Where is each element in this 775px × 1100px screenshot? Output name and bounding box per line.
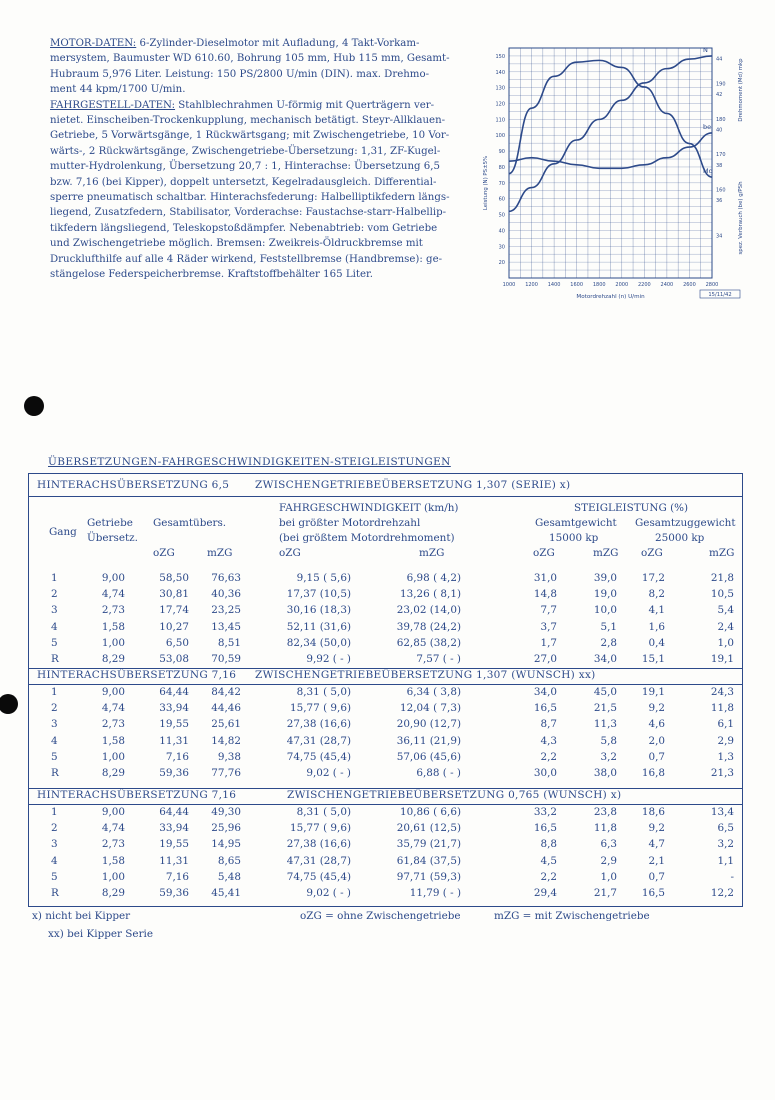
cell-grade-gz-mzg: 19,1 (710, 653, 734, 665)
cell-grade-gz-ozg: 1,6 (648, 620, 665, 633)
cell-grade-gz-mzg: 11,8 (710, 702, 734, 715)
cell-gesamt-ozg: 11,31 (159, 854, 189, 867)
y-tick-label: 150 (495, 53, 505, 60)
cell-speed-mzg: 6,98 ( 4,2) (406, 572, 461, 584)
cell-getriebe-ratio: 9,00 (101, 572, 125, 584)
cell-grade-gz-ozg: 19,1 (641, 686, 665, 698)
cell-speed-ozg: 8,31 ( 5,0) (296, 686, 351, 698)
cell-getriebe-ratio: 1,58 (101, 734, 125, 747)
cell-gesamt-mzg: 84,42 (211, 686, 241, 698)
torque-axis-label: Drehmoment (Md) mkp (738, 58, 744, 122)
cell-gesamt-ozg: 33,94 (159, 702, 189, 715)
cell-grade-gz-ozg: 0,7 (648, 750, 665, 763)
section-label-axle: HINTERACHSÜBERSETZUNG 6,5 (37, 479, 230, 491)
spec-text (50, 36, 470, 283)
cell-speed-ozg: 9,02 ( - ) (306, 767, 351, 779)
cell-speed-ozg: 52,11 (31,6) (286, 620, 351, 633)
y-tick-label: 70 (498, 180, 505, 187)
consumption-tick-label: 160 (716, 187, 726, 194)
cell-speed-ozg: 30,16 (18,3) (286, 604, 351, 617)
cell-speed-ozg: 27,38 (16,6) (286, 838, 351, 851)
cell-grade-gz-mzg: 6,1 (717, 718, 734, 731)
y-tick-label: 140 (495, 69, 505, 76)
cell-getriebe-ratio: 4,74 (101, 588, 125, 601)
cell-grade-gg-mzg: 1,0 (600, 870, 617, 883)
y-axis-label: Leistung (N) PS±5% (483, 155, 489, 211)
cell-grade-gz-ozg: 9,2 (648, 822, 665, 835)
figure-code: 15/11/42 (708, 292, 732, 298)
footnote-x: x) nicht bei Kipper (32, 910, 131, 922)
cell-gesamt-ozg: 30,81 (159, 588, 189, 601)
cell-getriebe-ratio: 9,00 (101, 806, 125, 818)
cell-speed-mzg: 10,86 ( 6,6) (400, 806, 461, 818)
spec-line: nietet. Einscheiben-Trockenkupplung, mechanisch betätigt. Steyr-Allklauen- (50, 115, 446, 127)
cell-grade-gg-mzg: 34,0 (593, 653, 617, 665)
cell-gesamt-ozg: 59,36 (159, 887, 189, 899)
cell-gear: 2 (51, 588, 58, 601)
cell-grade-gz-ozg: 2,1 (648, 854, 665, 867)
cell-grade-gg-mzg: 11,3 (593, 718, 617, 731)
cell-gesamt-ozg: 11,31 (159, 734, 189, 747)
header-mzg: mZG (709, 547, 735, 559)
cell-gesamt-mzg: 13,45 (211, 620, 241, 633)
spec-line: wärts-, 2 Rückwärtsgänge, Zwischengetriebe-Übersetzung: 1,31, ZF-Kugel- (50, 145, 441, 157)
consumption-tick-label: 190 (716, 81, 726, 88)
cell-grade-gz-mzg: 1,3 (717, 750, 734, 763)
cell-grade-gz-mzg: 6,5 (717, 822, 734, 835)
cell-speed-mzg: 20,90 (12,7) (396, 718, 461, 731)
consumption-tick-label: 180 (716, 116, 726, 123)
series-label-be: be (703, 122, 712, 131)
cell-getriebe-ratio: 1,00 (101, 750, 125, 763)
cell-speed-mzg: 57,06 (45,6) (396, 750, 461, 763)
cell-gesamt-ozg: 19,55 (159, 718, 189, 731)
cell-gesamt-ozg: 59,36 (159, 767, 189, 779)
torque-tick-label: 44 (716, 56, 723, 63)
cell-grade-gz-mzg: 2,9 (717, 734, 734, 747)
cell-getriebe-ratio: 1,58 (101, 854, 125, 867)
cell-speed-mzg: 97,71 (59,3) (396, 870, 461, 883)
torque-tick-label: 42 (716, 92, 723, 98)
cell-grade-gg-mzg: 21,5 (593, 702, 617, 715)
cell-grade-gg-mzg: 3,2 (600, 750, 617, 763)
cell-gesamt-ozg: 17,74 (159, 604, 189, 617)
cell-grade-gz-ozg: 18,6 (641, 806, 665, 818)
cell-grade-gg-mzg: 38,0 (593, 767, 617, 779)
cell-grade-gg-ozg: 27,0 (533, 653, 557, 665)
cell-grade-gg-ozg: 3,7 (540, 620, 557, 633)
cell-grade-gg-ozg: 7,7 (540, 604, 557, 617)
cell-grade-gg-ozg: 16,5 (533, 822, 557, 835)
y-tick-label: 80 (498, 164, 505, 171)
x-tick-label: 1400 (547, 282, 561, 288)
cell-grade-gz-ozg: 16,5 (641, 887, 665, 899)
spec-line: sperre pneumatisch schaltbar. Hinterachsfederung: Halbelliptikfedern längs- (50, 192, 450, 204)
cell-gesamt-mzg: 8,51 (217, 636, 241, 649)
cell-gear: 1 (51, 806, 58, 818)
cell-speed-mzg: 20,61 (12,5) (396, 822, 461, 835)
cell-grade-gg-ozg: 30,0 (533, 767, 557, 779)
cell-speed-mzg: 6,88 ( - ) (416, 767, 461, 779)
cell-grade-gz-ozg: 4,6 (648, 718, 665, 731)
footnote-mzg: mZG = mit Zwischengetriebe (494, 910, 650, 922)
header-ozg: oZG (641, 547, 663, 559)
cell-gesamt-ozg: 19,55 (159, 838, 189, 851)
header-speed: (bei größtem Motordrehmoment) (279, 532, 455, 544)
cell-gear: 5 (51, 750, 58, 763)
spec-line: Stahlblechrahmen U-förmig mit Querträgern ver- (175, 99, 435, 111)
cell-getriebe-ratio: 2,73 (101, 838, 125, 851)
chassis-heading: FAHRGESTELL-DATEN: (50, 99, 176, 111)
chart-svg (478, 38, 748, 300)
cell-speed-mzg: 62,85 (38,2) (396, 636, 461, 649)
cell-gesamt-ozg: 64,44 (159, 686, 189, 698)
cell-speed-ozg: 9,02 ( - ) (306, 887, 351, 899)
cell-speed-ozg: 8,31 ( 5,0) (296, 806, 351, 818)
cell-getriebe-ratio: 8,29 (101, 653, 125, 665)
y-tick-label: 60 (498, 196, 505, 203)
spec-line: Getriebe, 5 Vorwärtsgänge, 1 Rückwärtsgang; mit Zwischengetriebe, 10 Vor- (50, 130, 450, 142)
cell-grade-gz-mzg: 24,3 (710, 686, 734, 698)
cell-grade-gz-mzg: 1,0 (717, 636, 734, 649)
cell-gear: R (51, 653, 59, 665)
header-steig: STEIGLEISTUNG (%) (574, 502, 689, 514)
cell-grade-gz-mzg: 21,8 (710, 572, 734, 584)
x-tick-label: 1200 (525, 282, 538, 288)
cell-speed-mzg: 35,79 (21,7) (396, 838, 461, 851)
cell-gear: 5 (51, 636, 58, 649)
cell-gesamt-mzg: 76,63 (211, 572, 241, 584)
spec-line: ment 44 kpm/1700 U/min. (50, 84, 186, 96)
cell-grade-gz-mzg: 2,4 (717, 620, 734, 633)
cell-gesamt-ozg: 7,16 (165, 750, 189, 763)
cell-grade-gg-ozg: 29,4 (533, 887, 557, 899)
y-tick-label: 90 (498, 149, 505, 156)
cell-grade-gz-mzg: 12,2 (710, 887, 734, 899)
header-gesamtzuggewicht: Gesamtzuggewicht (635, 517, 736, 529)
gear-table (28, 473, 743, 907)
spec-line: stängelose Federspeicherbremse. Kraftstoffbehälter 165 Liter. (50, 269, 373, 281)
cell-gesamt-ozg: 10,27 (159, 620, 189, 633)
y-tick-label: 40 (498, 228, 505, 235)
header-mzg: mZG (593, 547, 619, 559)
cell-speed-ozg: 15,77 ( 9,6) (290, 822, 351, 835)
cell-gesamt-mzg: 44,46 (211, 702, 241, 715)
cell-gesamt-mzg: 25,96 (211, 822, 241, 835)
footnote-xx: xx) bei Kipper Serie (48, 928, 154, 940)
cell-getriebe-ratio: 2,73 (101, 604, 125, 617)
cell-grade-gz-ozg: 9,2 (648, 702, 665, 715)
cell-gear: 3 (51, 838, 58, 851)
y-tick-label: 100 (495, 133, 505, 140)
x-tick-label: 2400 (660, 282, 674, 288)
cell-grade-gz-ozg: 0,7 (648, 870, 665, 883)
cell-grade-gz-ozg: 4,7 (648, 838, 665, 851)
cell-speed-mzg: 23,02 (14,0) (396, 604, 461, 617)
spec-line: 6-Zylinder-Dieselmotor mit Aufladung, 4 Takt-Vorkam- (136, 38, 420, 49)
cell-gesamt-mzg: 14,82 (211, 734, 241, 747)
consumption-tick-label: 170 (716, 152, 726, 159)
cell-gear: 1 (51, 572, 58, 584)
header-gesamtgewicht: 15000 kp (549, 532, 599, 544)
cell-grade-gg-mzg: 21,7 (593, 887, 617, 899)
cell-gesamt-mzg: 14,95 (211, 838, 241, 851)
x-tick-label: 1800 (592, 282, 606, 288)
spec-line: liegend, Zusatzfedern, Stabilisator, Vorderachse: Faustachse-starr-Halbellip- (50, 207, 447, 219)
spec-line: bzw. 7,16 (bei Kipper), doppelt untersetzt, Kegelradausgleich. Differential- (50, 176, 437, 188)
cell-grade-gz-mzg: 1,1 (717, 854, 734, 867)
cell-grade-gz-mzg: - (730, 870, 734, 883)
cell-grade-gz-mzg: 5,4 (717, 604, 734, 617)
x-tick-label: 2800 (705, 282, 719, 288)
y-tick-label: 30 (498, 244, 505, 251)
cell-gear: 5 (51, 870, 58, 883)
spec-line: Hubraum 5,976 Liter. Leistung: 150 PS/2800 U/min (DIN). max. Drehmo- (50, 68, 430, 80)
cell-grade-gz-ozg: 2,0 (648, 734, 665, 747)
y-tick-label: 50 (498, 212, 505, 219)
cell-grade-gg-ozg: 4,3 (540, 734, 557, 747)
section-label-axle: HINTERACHSÜBERSETZUNG 7,16 (37, 789, 237, 801)
cell-gesamt-mzg: 77,76 (211, 767, 241, 779)
cell-speed-mzg: 12,04 ( 7,3) (400, 702, 461, 715)
cell-grade-gz-mzg: 13,4 (710, 806, 734, 818)
cell-grade-gg-mzg: 6,3 (600, 838, 617, 851)
cell-grade-gg-ozg: 2,2 (540, 750, 557, 763)
section-label-transfer: ZWISCHENGETRIEBEÜBERSETZUNG 1,307 (WUNSCH) xx) (255, 669, 596, 681)
cell-gesamt-mzg: 23,25 (211, 604, 241, 617)
cell-getriebe-ratio: 8,29 (101, 767, 125, 779)
spec-line: Drucklufthilfe auf alle 4 Räder wirkend, Feststellbremse (Handbremse): ge- (50, 253, 443, 265)
cell-grade-gg-mzg: 2,9 (600, 854, 617, 867)
x-tick-label: 2200 (637, 282, 651, 288)
cell-grade-gg-mzg: 23,8 (593, 806, 617, 818)
header-ozg: oZG (153, 547, 175, 559)
cell-gesamt-mzg: 9,38 (217, 750, 241, 763)
cell-grade-gg-mzg: 11,8 (593, 822, 617, 835)
cell-grade-gz-ozg: 17,2 (641, 572, 665, 584)
spec-line: mersystem, Baumuster WD 610.60, Bohrung 105 mm, Hub 115 mm, Gesamt- (50, 53, 450, 65)
cell-gesamt-ozg: 64,44 (159, 806, 189, 818)
header-speed: FAHRGESCHWINDIGKEIT (km/h) (279, 502, 459, 514)
cell-grade-gz-mzg: 3,2 (717, 838, 734, 851)
cell-gear: 2 (51, 822, 58, 835)
cell-speed-mzg: 11,79 ( - ) (409, 887, 461, 899)
torque-tick-label: 40 (716, 127, 723, 134)
header-gesamt: Gesamtübers. (153, 517, 227, 529)
divider (29, 684, 742, 685)
cell-gear: R (51, 887, 59, 899)
cell-gear: 4 (51, 734, 58, 747)
cell-grade-gg-ozg: 16,5 (533, 702, 557, 715)
cell-gesamt-ozg: 53,08 (159, 653, 189, 665)
x-tick-label: 1000 (502, 282, 516, 288)
header-gesamtzuggewicht: 25000 kp (655, 532, 705, 544)
cell-grade-gz-ozg: 8,2 (648, 588, 665, 601)
cell-grade-gg-ozg: 8,7 (540, 718, 557, 731)
cell-speed-ozg: 15,77 ( 9,6) (290, 702, 351, 715)
cell-speed-ozg: 9,92 ( - ) (306, 653, 351, 665)
cell-grade-gg-mzg: 10,0 (593, 604, 617, 617)
header-getriebe: Getriebe (87, 517, 133, 529)
cell-grade-gg-ozg: 4,5 (540, 854, 557, 867)
cell-gear: R (51, 767, 59, 779)
cell-grade-gg-ozg: 34,0 (533, 686, 557, 698)
torque-tick-label: 36 (716, 198, 723, 205)
cell-grade-gg-mzg: 2,8 (600, 636, 617, 649)
cell-grade-gg-mzg: 5,1 (600, 620, 617, 633)
cell-grade-gz-mzg: 10,5 (710, 588, 734, 601)
motor-heading: MOTOR-DATEN: (50, 38, 137, 49)
cell-gear: 4 (51, 620, 58, 633)
header-gang: Gang (49, 526, 77, 538)
spec-line: und Zwischengetriebe möglich. Bremsen: Zweikreis-Öldruckbremse mit (50, 238, 423, 250)
table-title: ÜBERSETZUNGEN-FAHRGESCHWINDIGKEITEN-STEIGLEISTUNGEN (48, 456, 451, 468)
cell-speed-ozg: 82,34 (50,0) (286, 636, 351, 649)
cell-grade-gz-ozg: 0,4 (648, 636, 665, 649)
cell-grade-gg-ozg: 31,0 (533, 572, 557, 584)
cell-gear: 3 (51, 718, 58, 731)
cell-grade-gg-ozg: 1,7 (540, 636, 557, 649)
cell-grade-gz-mzg: 21,3 (710, 767, 734, 779)
torque-tick-label: 38 (716, 162, 723, 169)
cell-speed-mzg: 13,26 ( 8,1) (400, 588, 461, 601)
cell-speed-mzg: 61,84 (37,5) (396, 854, 461, 867)
cell-grade-gg-mzg: 5,8 (600, 734, 617, 747)
header-gesamtgewicht: Gesamtgewicht (535, 517, 617, 529)
series-label-n: N (703, 45, 708, 54)
engine-performance-chart (478, 38, 748, 300)
cell-grade-gg-mzg: 19,0 (593, 588, 617, 601)
cell-speed-mzg: 7,57 ( - ) (416, 653, 461, 665)
cell-speed-ozg: 9,15 ( 5,6) (296, 572, 351, 584)
cell-gesamt-mzg: 40,36 (211, 588, 241, 601)
cell-gesamt-ozg: 7,16 (165, 870, 189, 883)
cell-getriebe-ratio: 4,74 (101, 702, 125, 715)
y-tick-label: 110 (495, 117, 505, 124)
section-label-axle: HINTERACHSÜBERSETZUNG 7,16 (37, 669, 237, 681)
cell-speed-mzg: 36,11 (21,9) (396, 734, 461, 747)
header-ozg: oZG (533, 547, 555, 559)
cell-speed-mzg: 6,34 ( 3,8) (406, 686, 461, 698)
cell-getriebe-ratio: 9,00 (101, 686, 125, 698)
cell-speed-ozg: 74,75 (45,4) (286, 750, 351, 763)
cell-gesamt-ozg: 58,50 (159, 572, 189, 584)
cell-gear: 1 (51, 686, 58, 698)
cell-gesamt-mzg: 8,65 (217, 854, 241, 867)
header-ozg: oZG (279, 547, 301, 559)
cell-grade-gg-ozg: 2,2 (540, 870, 557, 883)
cell-speed-ozg: 47,31 (28,7) (286, 734, 351, 747)
x-tick-label: 2600 (683, 282, 696, 288)
cell-grade-gg-ozg: 14,8 (533, 588, 557, 601)
cell-speed-ozg: 17,37 (10,5) (286, 588, 351, 601)
cell-gear: 4 (51, 854, 58, 867)
cell-gear: 2 (51, 702, 58, 715)
spec-line: mutter-Hydrolenkung, Übersetzung 20,7 : 1, Hinterachse: Übersetzung 6,5 (50, 161, 440, 173)
header-mzg: mZG (207, 547, 233, 559)
cell-speed-ozg: 47,31 (28,7) (286, 854, 351, 867)
cell-gesamt-mzg: 5,48 (217, 870, 241, 883)
cell-getriebe-ratio: 2,73 (101, 718, 125, 731)
cell-grade-gz-ozg: 15,1 (641, 653, 665, 665)
cell-getriebe-ratio: 1,58 (101, 620, 125, 633)
cell-gesamt-mzg: 25,61 (211, 718, 241, 731)
cell-gesamt-mzg: 70,59 (211, 653, 241, 665)
cell-getriebe-ratio: 8,29 (101, 887, 125, 899)
divider (29, 804, 742, 805)
cell-getriebe-ratio: 1,00 (101, 636, 125, 649)
series-label-md: Md (703, 167, 713, 176)
cell-grade-gg-ozg: 8,8 (540, 838, 557, 851)
cell-grade-gg-ozg: 33,2 (533, 806, 557, 818)
cell-gesamt-mzg: 49,30 (211, 806, 241, 818)
cell-speed-ozg: 27,38 (16,6) (286, 718, 351, 731)
section-label-transfer: ZWISCHENGETRIEBEÜBERSETZUNG 1,307 (SERIE) x) (255, 479, 571, 491)
cell-grade-gz-ozg: 16,8 (641, 767, 665, 779)
cell-gesamt-mzg: 45,41 (211, 887, 241, 899)
cell-getriebe-ratio: 1,00 (101, 870, 125, 883)
x-tick-label: 2000 (615, 282, 629, 288)
y-tick-label: 130 (495, 85, 505, 92)
cell-grade-gg-mzg: 45,0 (593, 686, 617, 698)
section-label-transfer: ZWISCHENGETRIEBEÜBERSETZUNG 0,765 (WUNSCH) x) (287, 789, 622, 801)
cell-getriebe-ratio: 4,74 (101, 822, 125, 835)
header-getriebe: Übersetz. (87, 532, 138, 544)
cell-grade-gz-ozg: 4,1 (648, 604, 665, 617)
y-tick-label: 120 (495, 101, 505, 108)
cell-speed-mzg: 39,78 (24,2) (396, 620, 461, 633)
spec-line: tikfedern längsliegend, Teleskopstoßdämpfer. Nebenabtrieb: vom Getriebe (50, 222, 438, 234)
cell-grade-gg-mzg: 39,0 (593, 572, 617, 584)
torque-tick-label: 34 (716, 233, 723, 240)
cell-gesamt-ozg: 33,94 (159, 822, 189, 835)
header-speed: bei größter Motordrehzahl (279, 517, 421, 529)
punch-hole (24, 396, 44, 416)
divider (29, 496, 742, 497)
punch-hole (0, 694, 18, 714)
cell-speed-ozg: 74,75 (45,4) (286, 870, 351, 883)
y-tick-label: 20 (498, 260, 505, 267)
consumption-axis-label: spez. Verbrauch (be) g/PSh (738, 181, 744, 255)
header-mzg: mZG (419, 547, 445, 559)
cell-gesamt-ozg: 6,50 (165, 636, 189, 649)
footnote-ozg: oZG = ohne Zwischengetriebe (300, 910, 461, 922)
cell-gear: 3 (51, 604, 58, 617)
x-axis-label: Motordrehzahl (n) U/min (576, 294, 645, 300)
x-tick-label: 1600 (570, 282, 584, 288)
